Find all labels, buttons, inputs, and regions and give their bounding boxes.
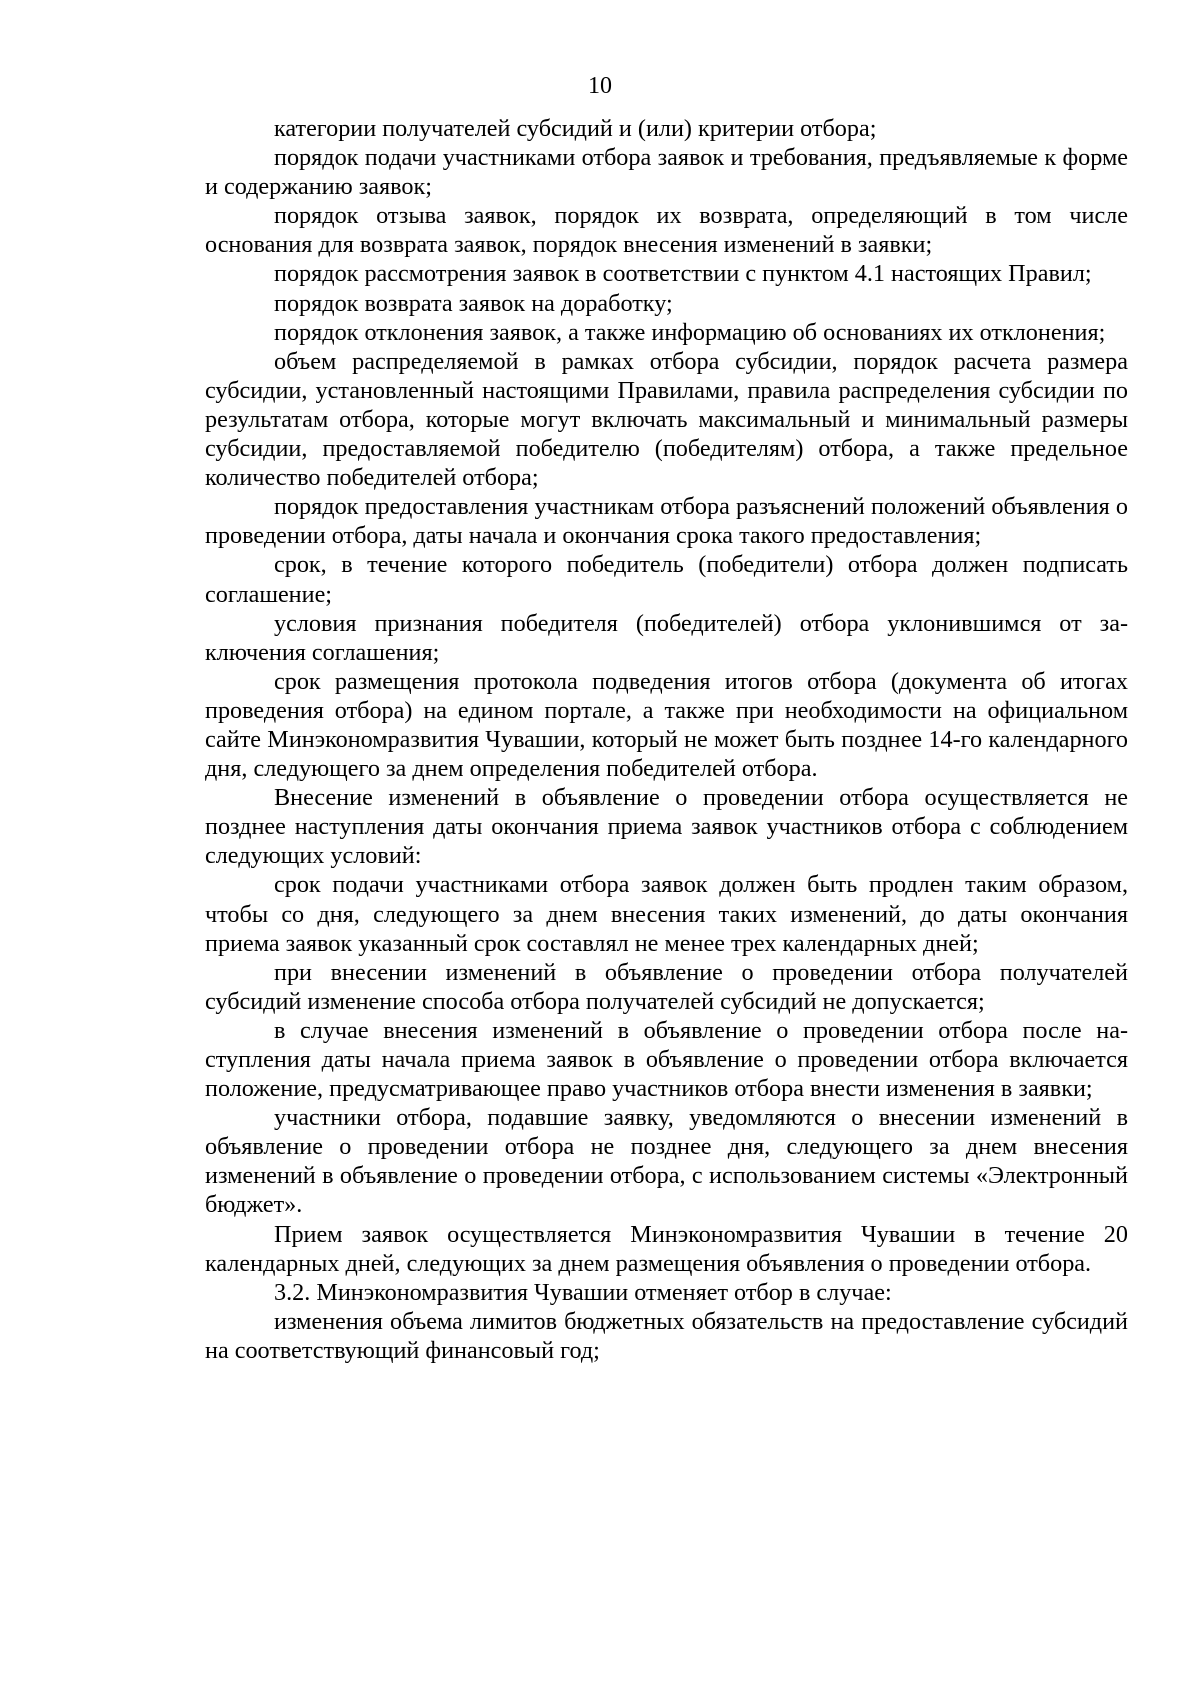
paragraph: при внесении изменений в объявление о проведении отбора получателей субсидий изменение способа отбора получателей субсидий не допускается; xyxy=(205,958,1128,1015)
paragraph: срок размещения протокола подведения итогов отбора (документа об итогах проведения отбора) на едином портале, а также при необходимости на официальном сайте Минэкономразвития Чувашии, который не может быть позднее 14-го календарного дня, следующего за днем определения победителей отбора. xyxy=(205,667,1128,783)
paragraph: категории получателей субсидий и (или) критерии отбора; xyxy=(274,115,877,142)
paragraph: условия признания победителя (победителей) отбора уклонившимся от заключения соглашения; xyxy=(205,609,1128,666)
paragraph: порядок подачи участниками отбора заявок и требования, предъявляемые к форме и содержанию заявок; xyxy=(205,144,1128,201)
paragraph: участники отбора, подавшие заявку, уведомляются о внесении изменений в объявление о проведении отбора не позднее дня, следующего за днем внесения изменений в объявление о проведении отбора, с использованием системы «Электронный бюджет». xyxy=(205,1104,1128,1219)
page-number: 10 xyxy=(588,73,612,99)
paragraph: срок подачи участниками отбора заявок должен быть продлен таким образом, чтобы со дня, следующего за днем внесения таких изменений, до даты окончания приема заявок указанный срок составлял не менее трех календарных дней; xyxy=(205,871,1128,957)
paragraph: Прием заявок осуществляется Минэкономразвития Чувашии в течение 20 календарных дней, следующих за днем размещения объявления о проведении отбора. xyxy=(205,1220,1128,1277)
paragraph: порядок отклонения заявок, а также информацию об основаниях их отклонения; xyxy=(274,318,1106,346)
paragraph: изменения объема лимитов бюджетных обязательств на предоставление субсидий на соответствующий финансовый год; xyxy=(205,1307,1128,1364)
paragraph: порядок возврата заявок на доработку; xyxy=(274,289,673,317)
paragraph: объем распределяемой в рамках отбора субсидии, порядок расчета размера субсидии, установленный настоящими Правилами, правила распределения субсидии по результатам отбора, которые могут включать максимальный и минимальный размеры субсидии, предоставляемой победителю (победителям) отбора, а также предельное количество победителей отбора; xyxy=(205,347,1128,492)
paragraph: Внесение изменений в объявление о проведении отбора осуществляется не позднее наступления даты окончания приема заявок участников отбора с соблюдением следующих условий: xyxy=(205,784,1128,870)
paragraph: срок, в течение которого победитель (победители) отбора должен подписать соглашение; xyxy=(205,551,1128,608)
document-body xyxy=(205,114,1128,1365)
paragraph: в случае внесения изменений в объявление о проведении отбора после наступления даты начала приема заявок в объявление о проведении отбора включается положение, предусматривающее право участников отбора внести изменения в заявки; xyxy=(205,1016,1128,1103)
paragraph: порядок предоставления участникам отбора разъяснений положений объявления о проведении отбора, даты начала и окончания срока такого предоставления; xyxy=(205,493,1128,550)
paragraph: порядок отзыва заявок, порядок их возврата, определяющий в том числе основания для возврата заявок, порядок внесения изменений в заявки; xyxy=(205,202,1128,259)
paragraph: порядок рассмотрения заявок в соответствии с пунктом 4.1 настоящих Правил; xyxy=(274,260,1092,288)
paragraph: 3.2. Минэкономразвития Чувашии отменяет отбор в случае: xyxy=(274,1278,892,1306)
